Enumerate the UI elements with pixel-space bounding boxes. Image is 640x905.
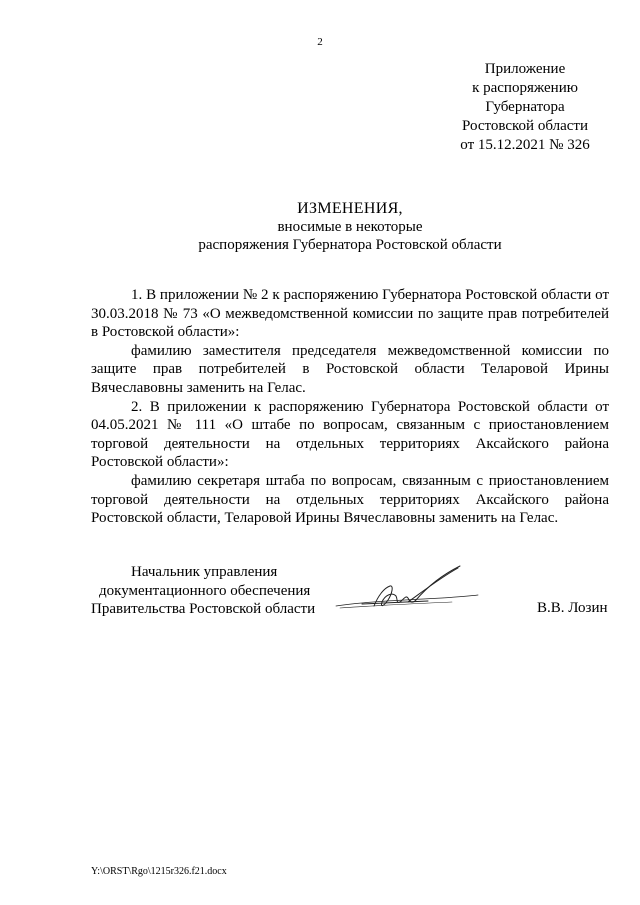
title-subline: распоряжения Губернатора Ростовской области — [198, 237, 502, 253]
body-paragraph: 2. В приложении к распоряжению Губернатора Ростовской области от 04.05.2021 № 111 «О штабе по вопросам, связанным с приостановлением торговой деятельности на отдельных территориях Аксайского района Ростовской области»: — [91, 398, 609, 471]
document-title — [90, 200, 610, 254]
document-body — [91, 286, 609, 528]
page-number: 2 — [317, 36, 323, 48]
footer-file-path: Y:\ORST\Rgo\1215r326.f21.docx — [91, 866, 227, 877]
appendix-line: Губернатора — [485, 99, 565, 115]
signatory-position — [91, 563, 331, 619]
position-line: Правительства Ростовской области — [91, 601, 316, 617]
position-line: Начальник управления — [131, 564, 278, 580]
appendix-line: к распоряжению — [472, 80, 578, 96]
appendix-header — [440, 60, 610, 155]
appendix-line: Приложение — [484, 61, 566, 77]
appendix-line: Ростовской области — [462, 118, 588, 134]
title-main: ИЗМЕНЕНИЯ, — [297, 200, 403, 217]
signer-name: В.В. Лозин — [537, 600, 608, 616]
position-line: документационного обеспечения — [99, 582, 311, 599]
body-paragraph: фамилию заместителя председателя межведомственной комиссии по защите прав потребителей в Ростовской области Теларовой Ирины Вячеславовны заменить на Гелас. — [91, 342, 609, 396]
body-paragraph: фамилию секретаря штаба по вопросам, связанным с приостановлением торговой деятельности на отдельных территориях Аксайского района Ростовской области, Теларовой Ирины Вячеславовны заменить на Гелас. — [91, 472, 609, 527]
body-paragraph: 1. В приложении № 2 к распоряжению Губернатора Ростовской области от 30.03.2018 № 73 «О межведомственной комиссии по защите прав потребителей в Ростовской области»: — [91, 287, 609, 341]
handwritten-signature — [332, 562, 482, 622]
appendix-line: от 15.12.2021 № 326 — [460, 137, 590, 153]
title-subline: вносимые в некоторые — [277, 219, 423, 235]
